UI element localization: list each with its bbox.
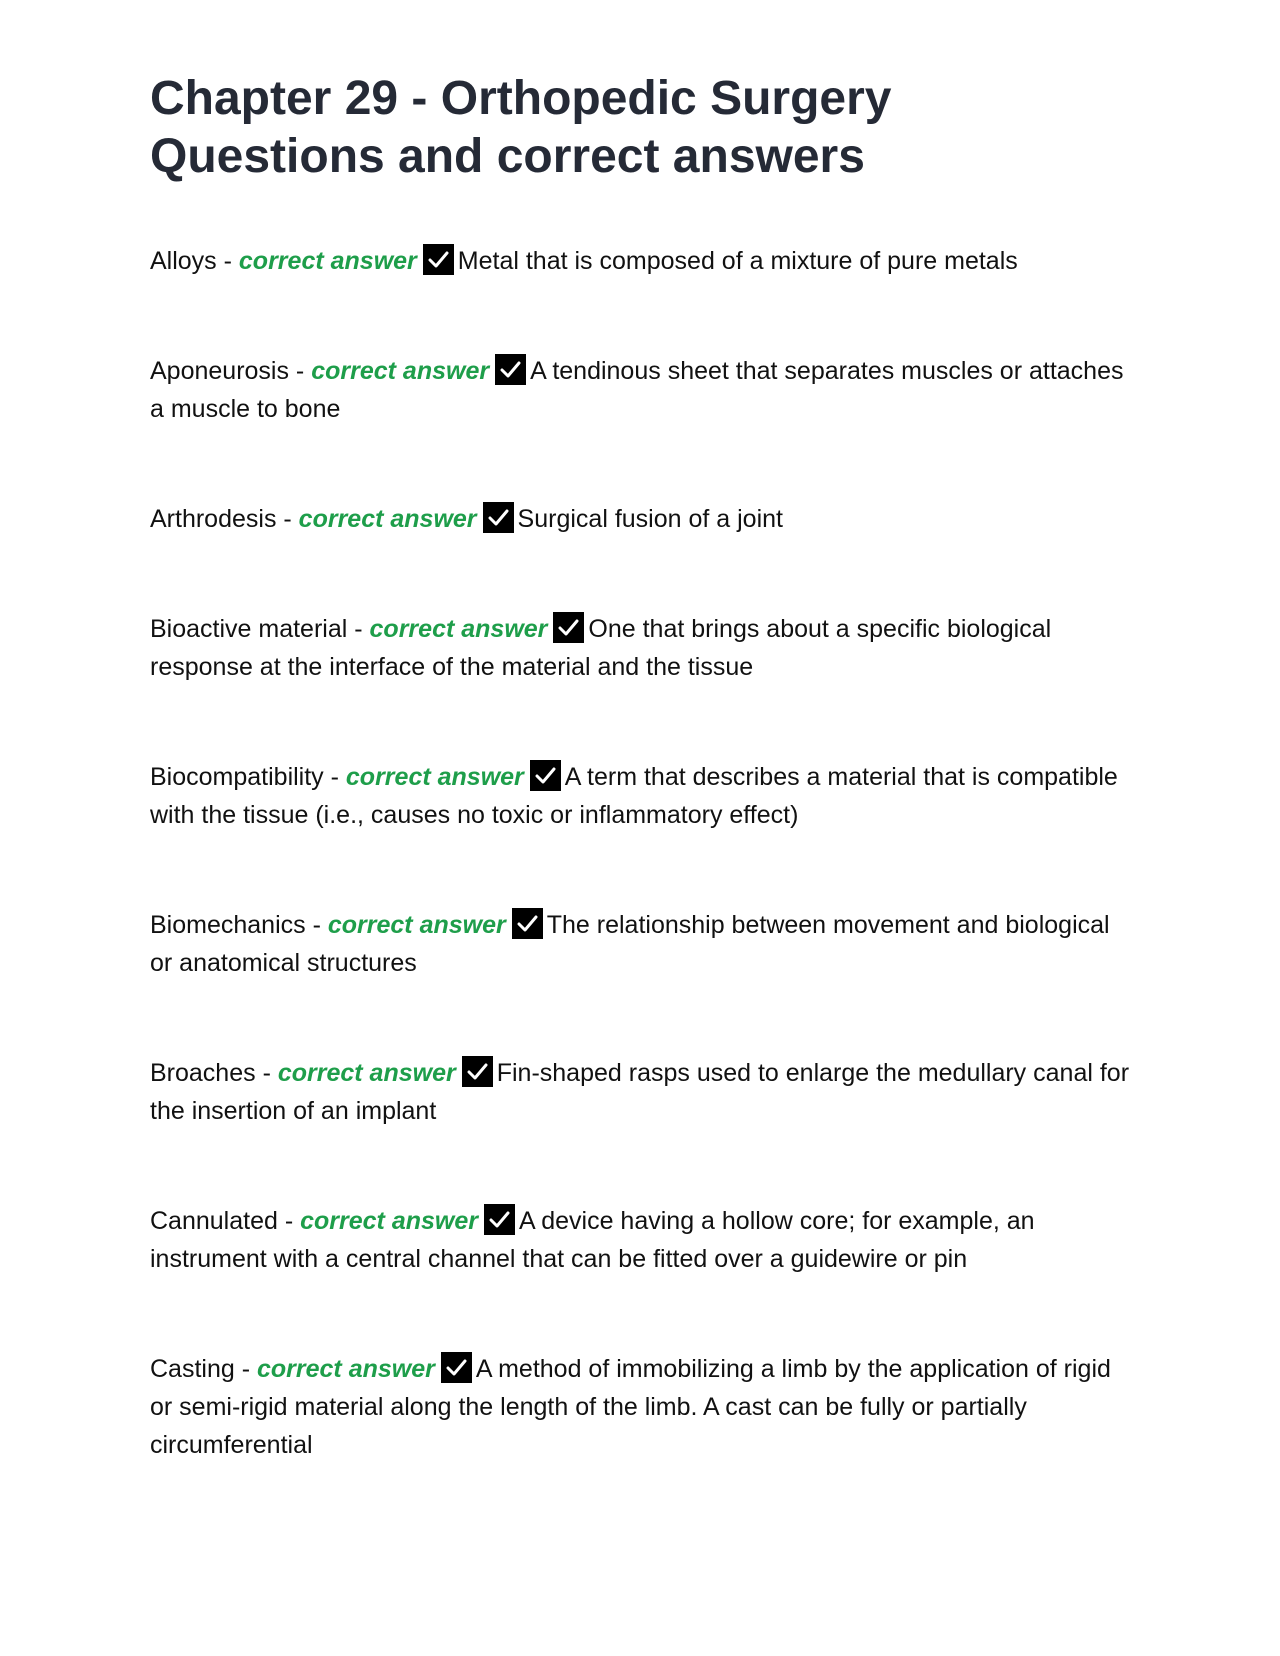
entry-term: Cannulated (150, 1207, 278, 1235)
entry-separator: - (347, 615, 370, 643)
check-mark-icon (512, 908, 543, 939)
correct-answer-label: correct answer (238, 247, 417, 275)
entry-separator: - (276, 505, 299, 533)
entry-separator: - (305, 911, 328, 939)
entry-definition: The relationship between movement and biological or anatomical structures (150, 911, 1110, 977)
document-title (150, 70, 1130, 186)
correct-answer-label: correct answer (298, 505, 477, 533)
qa-entry (150, 906, 1130, 982)
entry-definition: Surgical fusion of a joint (517, 505, 783, 533)
check-mark-icon (423, 244, 454, 275)
check-mark-icon (495, 354, 526, 385)
check-mark-icon (462, 1056, 493, 1087)
entry-term: Biomechanics (150, 911, 306, 939)
qa-list (150, 242, 1130, 1464)
entry-definition: One that brings about a specific biological response at the interface of the material and the tissue (150, 615, 1052, 681)
entry-term: Alloys (150, 247, 217, 275)
qa-entry (150, 758, 1130, 834)
title-line-2: Questions and correct answers (150, 130, 865, 183)
correct-answer-label: correct answer (256, 1355, 435, 1383)
entry-term: Broaches (150, 1059, 256, 1087)
qa-entry (150, 1054, 1130, 1130)
correct-answer-label: correct answer (277, 1059, 456, 1087)
entry-separator: - (277, 1207, 301, 1235)
entry-term: Aponeurosis (150, 357, 289, 385)
entry-separator: - (216, 247, 239, 275)
entry-term: Casting (150, 1355, 235, 1383)
entry-separator: - (234, 1355, 257, 1383)
entry-definition: A method of immobilizing a limb by the application of rigid or semi-rigid material along the length of the limb. A cast can be fully or partially circumferential (150, 1355, 1111, 1459)
entry-definition: A term that describes a material that is compatible with the tissue (i.e., causes no toxic or inflammatory effect) (150, 763, 1118, 829)
entry-definition: Fin-shaped rasps used to enlarge the medullary canal for the insertion of an implant (150, 1059, 1130, 1125)
entry-term: Arthrodesis (150, 505, 277, 533)
entry-term: Biocompatibility (150, 763, 324, 791)
entry-definition: Metal that is composed of a mixture of pure metals (457, 247, 1018, 275)
correct-answer-label: correct answer (369, 615, 548, 643)
entry-separator: - (323, 763, 346, 791)
correct-answer-label: correct answer (345, 763, 524, 791)
correct-answer-label: correct answer (327, 911, 506, 939)
correct-answer-label: correct answer (300, 1207, 478, 1235)
qa-entry (150, 242, 1130, 280)
qa-entry (150, 610, 1130, 686)
check-mark-icon (483, 502, 514, 533)
entry-term: Bioactive material (150, 615, 348, 643)
check-mark-icon (484, 1204, 515, 1235)
entry-separator: - (255, 1059, 278, 1087)
entry-definition: A device having a hollow core; for example, an instrument with a central channel that can be fitted over a guidewire or pin (150, 1207, 1035, 1273)
check-mark-icon (553, 612, 584, 643)
qa-entry (150, 1202, 1130, 1278)
check-mark-icon (530, 760, 561, 791)
document-page (150, 70, 1130, 1536)
qa-entry (150, 1350, 1130, 1464)
title-line-1: Chapter 29 - Orthopedic Surgery (150, 72, 892, 125)
qa-entry (150, 500, 1130, 538)
entry-definition: A tendinous sheet that separates muscles or attaches a muscle to bone (150, 357, 1124, 423)
correct-answer-label: correct answer (311, 357, 490, 385)
check-mark-icon (441, 1352, 472, 1383)
qa-entry (150, 352, 1130, 428)
entry-separator: - (288, 357, 312, 385)
